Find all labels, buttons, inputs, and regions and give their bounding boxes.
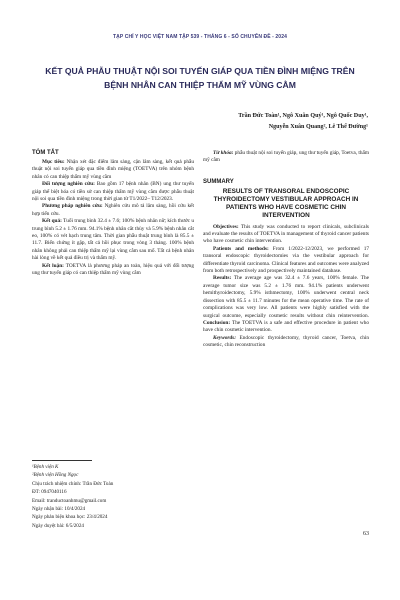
en-conclusion-label: Conclusion:: [203, 319, 231, 326]
english-abstract: [203, 150, 369, 350]
en-keywords-text: Endoscopic thyroidectomy, thyroid cancer, Toetva, chin cosmetic, chin reconstruction: [203, 334, 369, 349]
methods-text: Nghiên cứu mô tả lâm sàng, hồi cứu kết hợp tiến cứu.: [32, 203, 194, 217]
abstract-heading-vn: TÓM TẮT: [32, 150, 59, 156]
subjects-text: Bao gồm 17 bệnh nhân (BN) ung thư tuyến giáp thể biệt hóa có tiền sử can thiệp thẩm mỹ vùng cằm được phẫu thuật nội soi qua tiền đình miệng trong thời gian từ T1/2022– T12/2023.: [32, 181, 195, 203]
article-title: KẾT QUẢ PHẪU THUẬT NỘI SOI TUYẾN GIÁP QUA TIỀN ĐÌNH MIỆNG TRÊN BỆNH NHÂN CAN THIỆP THẨM MỸ VÙNG CẰM: [45, 66, 355, 90]
page-number: 63: [363, 531, 369, 537]
en-patients-paragraph: [203, 246, 369, 276]
en-objectives-text: This study was conducted to report clinicals, subclinicals and evaluate the results of TOETVA in management of thyroid cancer patients who have cosmetic chin intervention.: [203, 223, 369, 245]
en-keywords-label: Keywords:: [213, 334, 236, 341]
objective-label: Mục tiêu:: [42, 159, 65, 165]
corresponding-author: Chịu trách nhiệm chính: Trần Đức Toàn: [32, 480, 114, 487]
en-objectives-label: Objectives:: [213, 223, 239, 230]
author-line-2: Nguyễn Xuân Quang², Lê Thế Đường¹: [268, 124, 368, 130]
english-title: RESULTS OF TRANSORAL ENDOSCOPIC THYROIDECTOMY VESTIBULAR APPROACH IN PATIENTS WHO HAVE COSMETIC CHIN INTERVENTION: [213, 187, 359, 220]
affiliation-1: ¹Bệnh viện K: [32, 464, 59, 470]
summary-heading: SUMMARY: [203, 178, 234, 185]
conclusion-text: TOETVA là phương pháp an toàn, hiệu quả với đối tượng ung thư tuyến giáp có can thiệp thẩm mỹ vùng cằm: [32, 262, 194, 277]
results-paragraph: [32, 218, 194, 262]
conclusion-paragraph: [32, 263, 194, 278]
vn-keywords-text: phẫu thuật nội soi tuyến giáp, ung thư tuyến giáp, Toetva, thẩm mỹ cằm: [203, 150, 370, 164]
en-objectives-paragraph: [203, 224, 369, 246]
en-patients-label: Patients and methods:: [213, 245, 269, 252]
phone: ĐT: 0947040116: [32, 489, 67, 496]
results-label: Kết quả:: [42, 218, 62, 225]
subjects-paragraph: [32, 181, 194, 203]
date-accepted: Ngày duyệt bài: 6/5/2024: [32, 522, 84, 529]
objective-paragraph: [32, 159, 194, 181]
affiliation-2: ²Bệnh viện Hồng Ngọc: [32, 472, 79, 479]
objective-text: Nhận xét đặc điểm lâm sàng, cận lâm sàng, kết quả phẫu thuật nội soi tuyến giáp qua tiền đình miệng (TOETVA) trên nhóm bệnh nhân có can thiệp thẩm mỹ vùng cằm: [32, 159, 194, 180]
results-text: Tuổi trung bình 32.4 ± 7.6; 100% bệnh nhân nữ; kích thước u trung bình 5.2 ± 1.76 mm. 94.1% bệnh nhân cắt thùy và 5.9% bệnh nhân cắt eo, 100% có vét hạch trung tâm. Thời gian phẫu thuật trung bình là 85.5 ± 11.7. Biến chứng ít gặp, tất cả hồi phục trong vòng 3 tháng. 100% bệnh nhân không phải can thiệp thẩm mỹ lại vùng cằm sau mổ. Tất cả bệnh nhân hài lòng về kết quả điều trị và thẩm mỹ.: [32, 218, 194, 262]
author-line-1: Trần Đức Toàn¹, Ngô Xuân Quý¹, Ngô Quốc Duy¹,: [238, 113, 368, 119]
vietnamese-abstract: [32, 150, 194, 278]
vn-keywords: [203, 150, 369, 165]
author-list: [108, 111, 368, 133]
en-results-text: The average age was 32.4 ± 7.6 years, 100% female. The average tumor size was 5.2 ± 1.76 mm. 94.1% patients underwent hemithyroidectomy, 5.9% isthmectomy, 100% underwent central neck dissection with 85.5 ± 11.7 minutes for the mean operative time. The rate of complications was very low. All patients were highly satisfied with the surgical outcome, especially cosmetic results without chin reintervention.: [203, 275, 369, 319]
en-keywords-paragraph: [203, 335, 369, 350]
date-received: Ngày nhận bài: 10/4/2024: [32, 506, 86, 513]
methods-paragraph: [32, 203, 194, 218]
journal-header: TẠP CHÍ Y HỌC VIỆT NAM TẬP 539 - THÁNG 6 - SỐ CHUYÊN ĐỀ - 2024: [113, 34, 287, 40]
methods-label: Phương pháp nghiên cứu:: [42, 203, 103, 210]
en-results-label: Results:: [213, 275, 232, 282]
en-patients-text: From 1/2022-12/2023, we performed 17 transoral endoscopic thyroidectomies via the vestibular approach for differentiate thyroid carcinoma. Clinical features and outcomes were analyzed from both retrospectively and prospectively maintained database.: [203, 245, 369, 275]
en-conclusion-text: The TOETVA is a safe and effective procedure in patient who have chin cosmetic intervention.: [203, 319, 369, 334]
en-results-paragraph: [203, 275, 369, 334]
conclusion-label: Kết luận:: [42, 262, 64, 269]
footnote-rule: [32, 460, 92, 461]
email: Email: tranductoanhmu@gmail.com: [32, 497, 107, 504]
footnotes: [32, 463, 197, 530]
subjects-label: Đối tượng nghiên cứu:: [42, 181, 95, 188]
date-reviewed: Ngày phản biện khoa học: 23/4/2024: [32, 514, 108, 521]
vn-keywords-label: Từ khóa:: [213, 150, 234, 156]
